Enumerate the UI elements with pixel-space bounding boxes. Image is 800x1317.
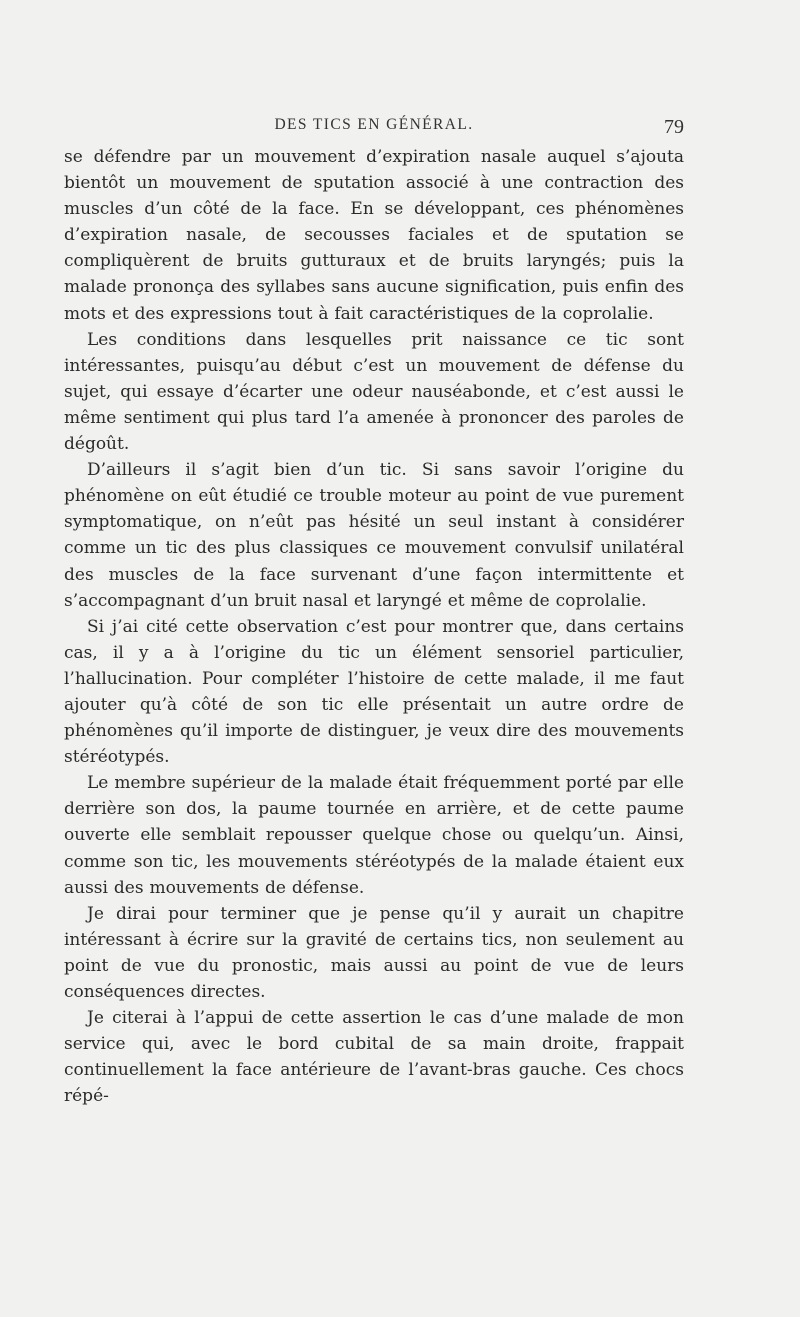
body-text (64, 144, 684, 1109)
paragraph: Je dirai pour terminer que je pense qu’il y aurait un chapitre intéressant à écrire sur la gravité de certains tics, non seulement au point de vue du pronostic, mais aussi au point de vue de leurs conséquences directes. (64, 903, 684, 1002)
paragraph: Les conditions dans lesquelles prit naissance ce tic sont intéressantes, puisqu’au début c’est un mouvement de défense du sujet, qui essaye d’écarter une odeur nauséabonde, et c’est aussi le même sentiment qui plus tard l’a amenée à prononcer des paroles de dégoût. (64, 329, 684, 455)
page-number: 79 (664, 116, 684, 138)
running-title: DES TICS EN GÉNÉRAL. (274, 116, 474, 133)
paragraph: se défendre par un mouvement d’expiration nasale auquel s’ajouta bientôt un mouvement de sputation associé à une contraction des muscles d’un côté de la face. En se développant, ces phénomènes d’expiration nasale, de secousses faciales et de sputation se compliquèrent de bruits gutturaux et de bruits laryngés; puis la malade prononça des syllabes sans aucune signification, puis enfin des mots et des expressions tout à fait caractéristiques de la coprolalie. (64, 147, 684, 324)
paragraph: Je citerai à l’appui de cette assertion le cas d’une malade de mon service qui, avec le bord cubital de sa main droite, frappait continuellement la face antérieure de l’avant-bras gauche. Ces chocs répé- (64, 1008, 684, 1107)
paragraph: D’ailleurs il s’agit bien d’un tic. Si sans savoir l’origine du phénomène on eût étudié ce trouble moteur au point de vue purement symptomatique, on n’eût pas hésité un seul instant à considérer comme un tic des plus classiques ce mouvement convulsif unilatéral des muscles de la face survenant d’une façon intermittente et s’accompagnant d’un bruit nasal et laryngé et même de coprolalie. (64, 460, 684, 611)
running-head (64, 116, 684, 140)
paragraph: Si j’ai cité cette observation c’est pour montrer que, dans certains cas, il y a à l’origine du tic un élément sensoriel particulier, l’hallucination. Pour compléter l’histoire de cette malade, il me faut ajouter qu’à côté de son tic elle présentait un autre ordre de phénomènes qu’il importe de distinguer, je veux dire des mouvements stéréotypés. (64, 616, 684, 768)
paragraph: Le membre supérieur de la malade était fréquemment porté par elle derrière son dos, la paume tournée en arrière, et de cette paume ouverte elle semblait repousser quelque chose ou quelqu’un. Ainsi, comme son tic, les mouvements stéréotypés de la malade étaient eux aussi des mouvements de défense. (64, 773, 684, 898)
